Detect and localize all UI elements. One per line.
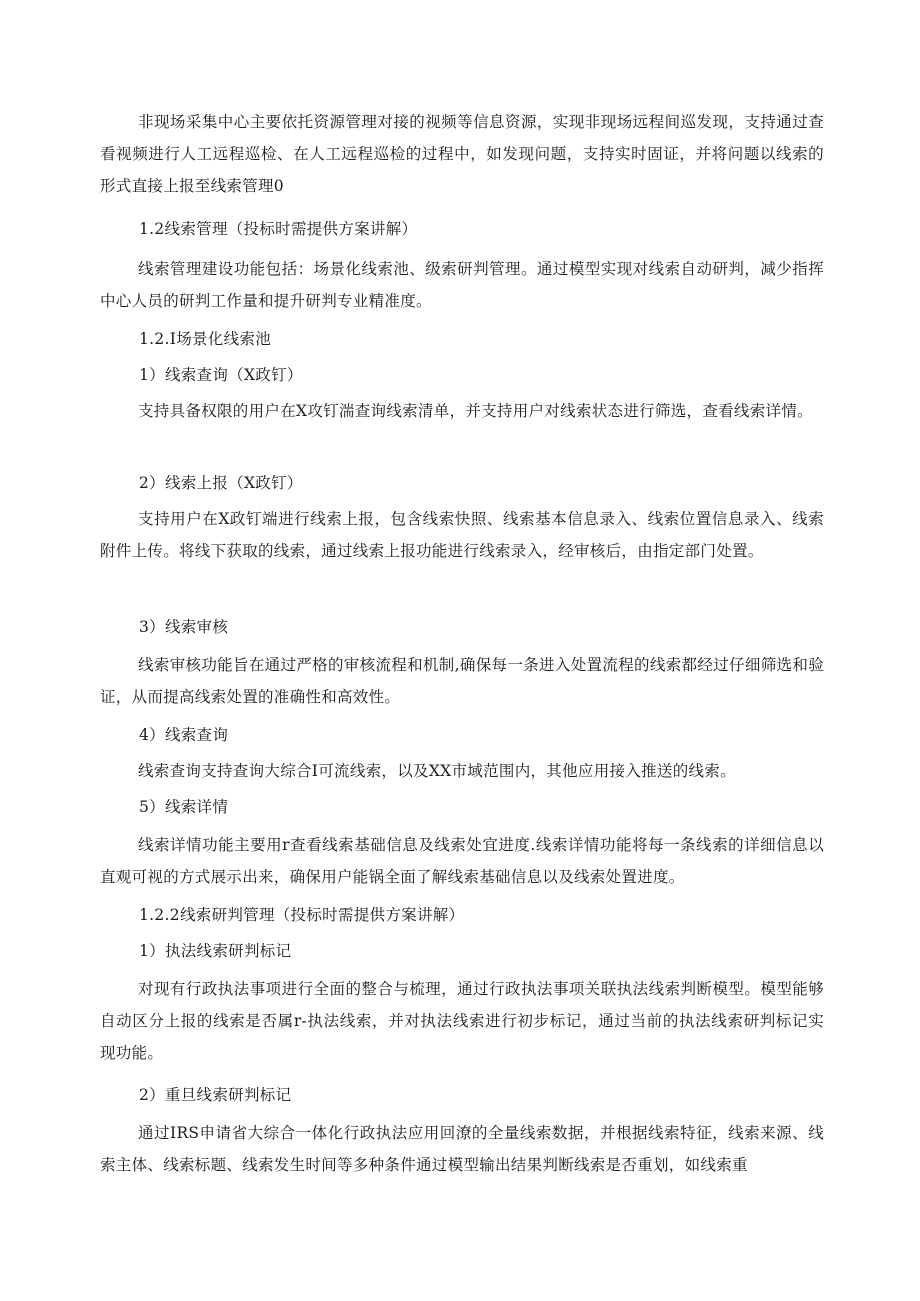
paragraph-clue-details: 线索详情功能主要用r查看线索基础信息及线索处宜进度.线索详情功能将每一条线索的详细信息以直观可视的方式展示出来，确保用户能锅全面了解线索基础信息以及线索处置进度。 [100,836,824,886]
paragraph-clue-report: 支持用户在X政钉端进行线索上报，包含线索快照、线索基本信息录入、线索位置信息录入、线索附件上传。将线下获取的线索，通过线索上报功能进行线索录入，经审核后，由指定部门处置。 [100,510,824,560]
paragraph-enforcement-marking: 对现有行政执法事项进行全面的整合与梳理，通过行政执法事项关联执法线索判断模型。模型能够自动区分上报的线索是否属r-执法线索，并对执法线索进行初步标记，通过当前的执法线索研判标记实现功能。 [100,980,824,1062]
item-heading-clue-review: 3）线索审核 [139,618,229,636]
paragraph-clue-query-dingtalk: 支持具备权限的用户在X攻钉湍查询线索清单，并支持用户对线索状态进行筛选，查看线索详情。 [138,402,813,420]
paragraph-clue-query: 线索查询支持查询大综合I可流线索，以及XX市域范围内，其他应用接入推送的线索。 [138,762,736,780]
paragraph-non-site-collection: 非现场采集中心主要依托资源管理对接的视频等信息资源，实现非现场远程间巡发现，支持通过查看视频进行人工远程巡检、在人工远程巡检的过程中，如发现问题，支持实时固证，并将问题以线索的形式直接上报至线索管理0 [100,113,824,195]
paragraph-clue-management: 线索管理建设功能包括：场景化线索池、级索研判管理。通过模型实现对线索自动研判，减少指挥中心人员的研判工作量和提升研判专业精准度。 [100,260,824,310]
section-heading-1-2: 1.2线索管理（投标时需提供方案讲解） [139,220,418,238]
item-heading-clue-details: 5）线索详情 [139,798,229,816]
item-heading-clue-report: 2）线索上报（X政钉） [139,474,303,492]
item-heading-clue-query-dingtalk: 1）线索查询（X政钉） [139,366,303,384]
section-heading-1-2-1: 1.2.I场景化线索池 [139,330,272,348]
item-heading-duplicate-marking: 2）重旦线索研判标记 [139,1086,292,1104]
paragraph-duplicate-marking: 通过IRS申请省大综合一体化行政执法应用回潦的全量线索数据，并根据线索特征，线索来源、线索主体、线索标题、线索发生时间等多种条件通过模型输出结果判断线索是否重划，如线索重 [100,1124,824,1174]
section-heading-1-2-2: 1.2.2线索研判管理（投标时需提供方案讲解） [139,906,465,924]
paragraph-clue-review: 线索审核功能旨在通过严格的审核流程和机制,确保每一条进入处置流程的线索都经过仔细筛选和验证，从而提高线索处置的准确性和高效性。 [100,656,824,706]
item-heading-enforcement-marking: 1）执法线索研判标记 [139,942,292,960]
item-heading-clue-query: 4）线索查询 [139,726,229,744]
